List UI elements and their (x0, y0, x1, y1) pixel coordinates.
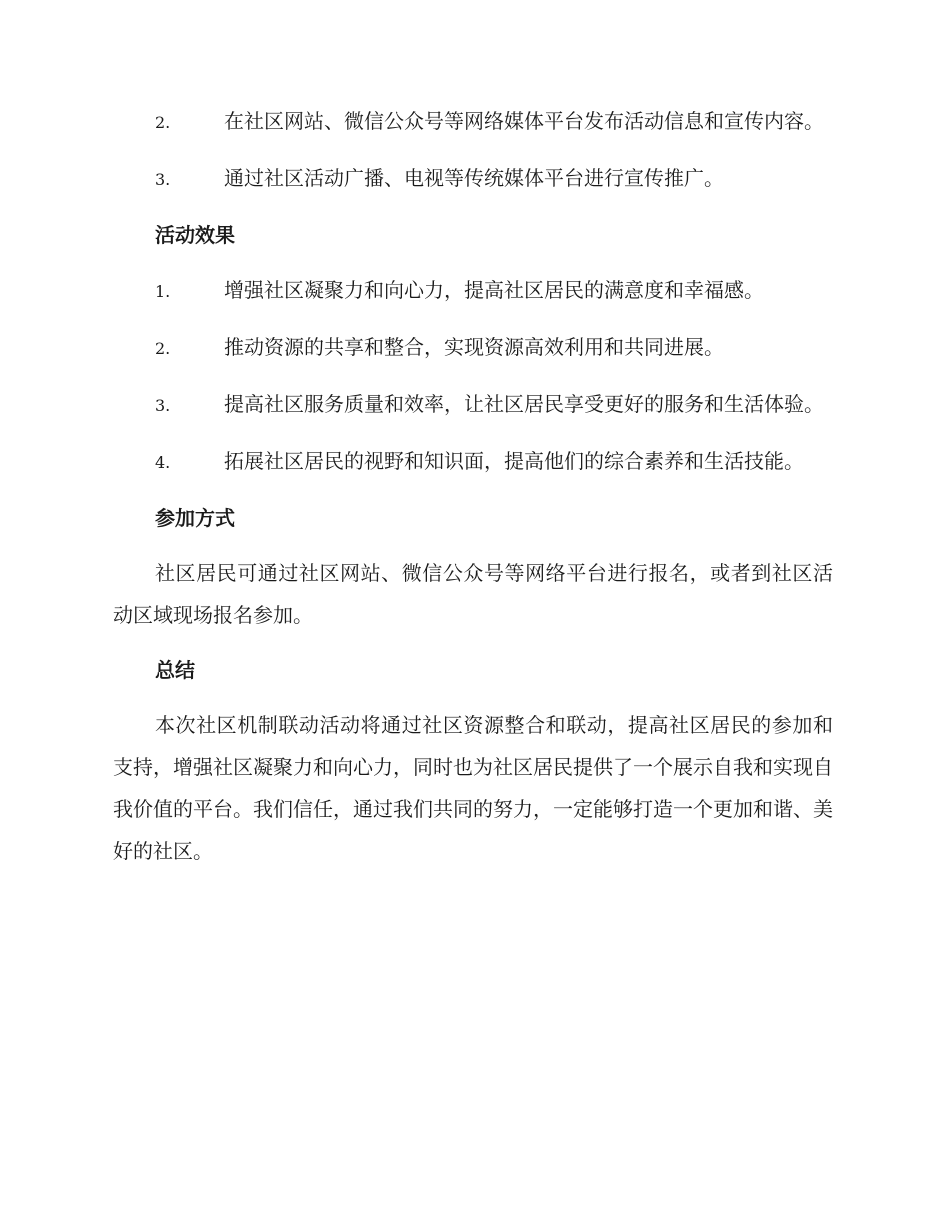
list-item (113, 383, 833, 427)
list-text: 推动资源的共享和整合，实现资源高效利用和共同进展。 (224, 335, 724, 359)
list-text: 通过社区活动广播、电视等传统媒体平台进行宣传推广。 (224, 166, 724, 190)
document-page (113, 100, 833, 885)
list-item (113, 326, 833, 370)
list-text: 增强社区凝聚力和向心力，提高社区居民的满意度和幸福感。 (224, 278, 764, 302)
list-number: 3. (155, 396, 171, 415)
list-text: 在社区网站、微信公众号等网络媒体平台发布活动信息和宣传内容。 (224, 109, 824, 133)
list-item (113, 100, 833, 144)
list-item (113, 440, 833, 484)
list-number: 2. (155, 339, 171, 358)
list-item (113, 157, 833, 201)
list-number: 1. (155, 282, 171, 301)
section-heading-summary: 总结 (155, 658, 195, 682)
summary-paragraph: 本次社区机制联动活动将通过社区资源整合和联动，提高社区居民的参加和支持，增强社区凝聚力和向心力，同时也为社区居民提供了一个展示自我和实现自我价值的平台。我们信任，通过我们共同的努力，一定能够打造一个更加和谐、美好的社区。 (113, 713, 833, 863)
section-heading-effects: 活动效果 (155, 223, 235, 247)
section-heading-participation: 参加方式 (155, 506, 235, 530)
list-number: 3. (155, 170, 171, 189)
participation-paragraph: 社区居民可通过社区网站、微信公众号等网络平台进行报名，或者到社区活动区域现场报名参加。 (113, 561, 833, 627)
list-number: 2. (155, 113, 171, 132)
list-number: 4. (155, 453, 171, 472)
list-text: 提高社区服务质量和效率，让社区居民享受更好的服务和生活体验。 (224, 392, 824, 416)
list-item (113, 269, 833, 313)
list-text: 拓展社区居民的视野和知识面，提高他们的综合素养和生活技能。 (224, 449, 804, 473)
